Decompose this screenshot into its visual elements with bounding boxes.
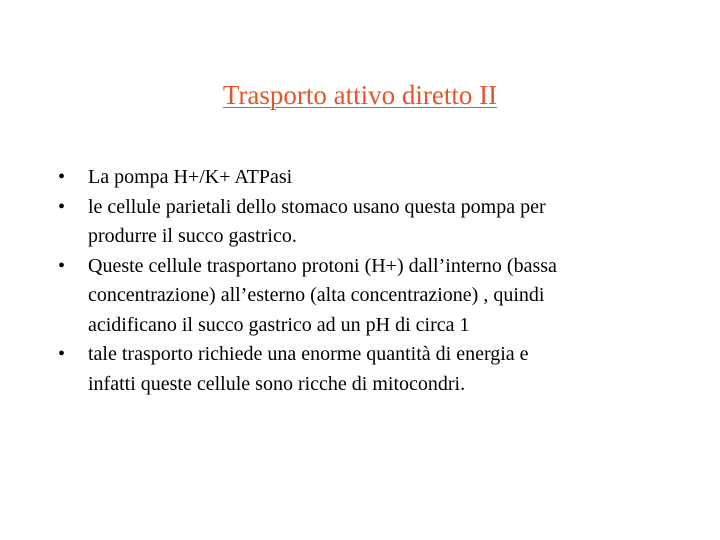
bullet-item-3 — [58, 252, 678, 341]
bullet-list — [58, 163, 678, 399]
bullet-text-line: concentrazione) all’esterno (alta concentrazione) , quindi — [88, 284, 545, 306]
bullet-dot-icon: • — [58, 254, 66, 277]
bullet-text-line: le cellule parietali dello stomaco usano questa pompa per — [88, 195, 546, 218]
slide-title: Trasporto attivo diretto II — [222, 80, 498, 110]
bullet-dot-icon: • — [58, 343, 66, 365]
bullet-item-2 — [58, 193, 678, 252]
bullet-text-line: acidificano il succo gastrico ad un pH di circa 1 — [88, 313, 470, 336]
bullet-text-line: infatti queste cellule sono ricche di mitocondri. — [88, 372, 466, 395]
bullet-text-line: produrre il succo gastrico. — [88, 225, 297, 247]
bullet-item-4 — [58, 340, 678, 399]
bullet-text-line: tale trasporto richiede una enorme quantità di energia e — [88, 343, 529, 365]
bullet-text-line: Queste cellule trasportano protoni (H+) dall’interno (bassa — [88, 254, 557, 277]
bullet-text-line: La pompa H+/K+ ATPasi — [88, 166, 293, 188]
bullet-dot-icon: • — [58, 195, 66, 218]
bullet-item-1 — [58, 163, 678, 193]
bullet-dot-icon: • — [58, 166, 66, 188]
